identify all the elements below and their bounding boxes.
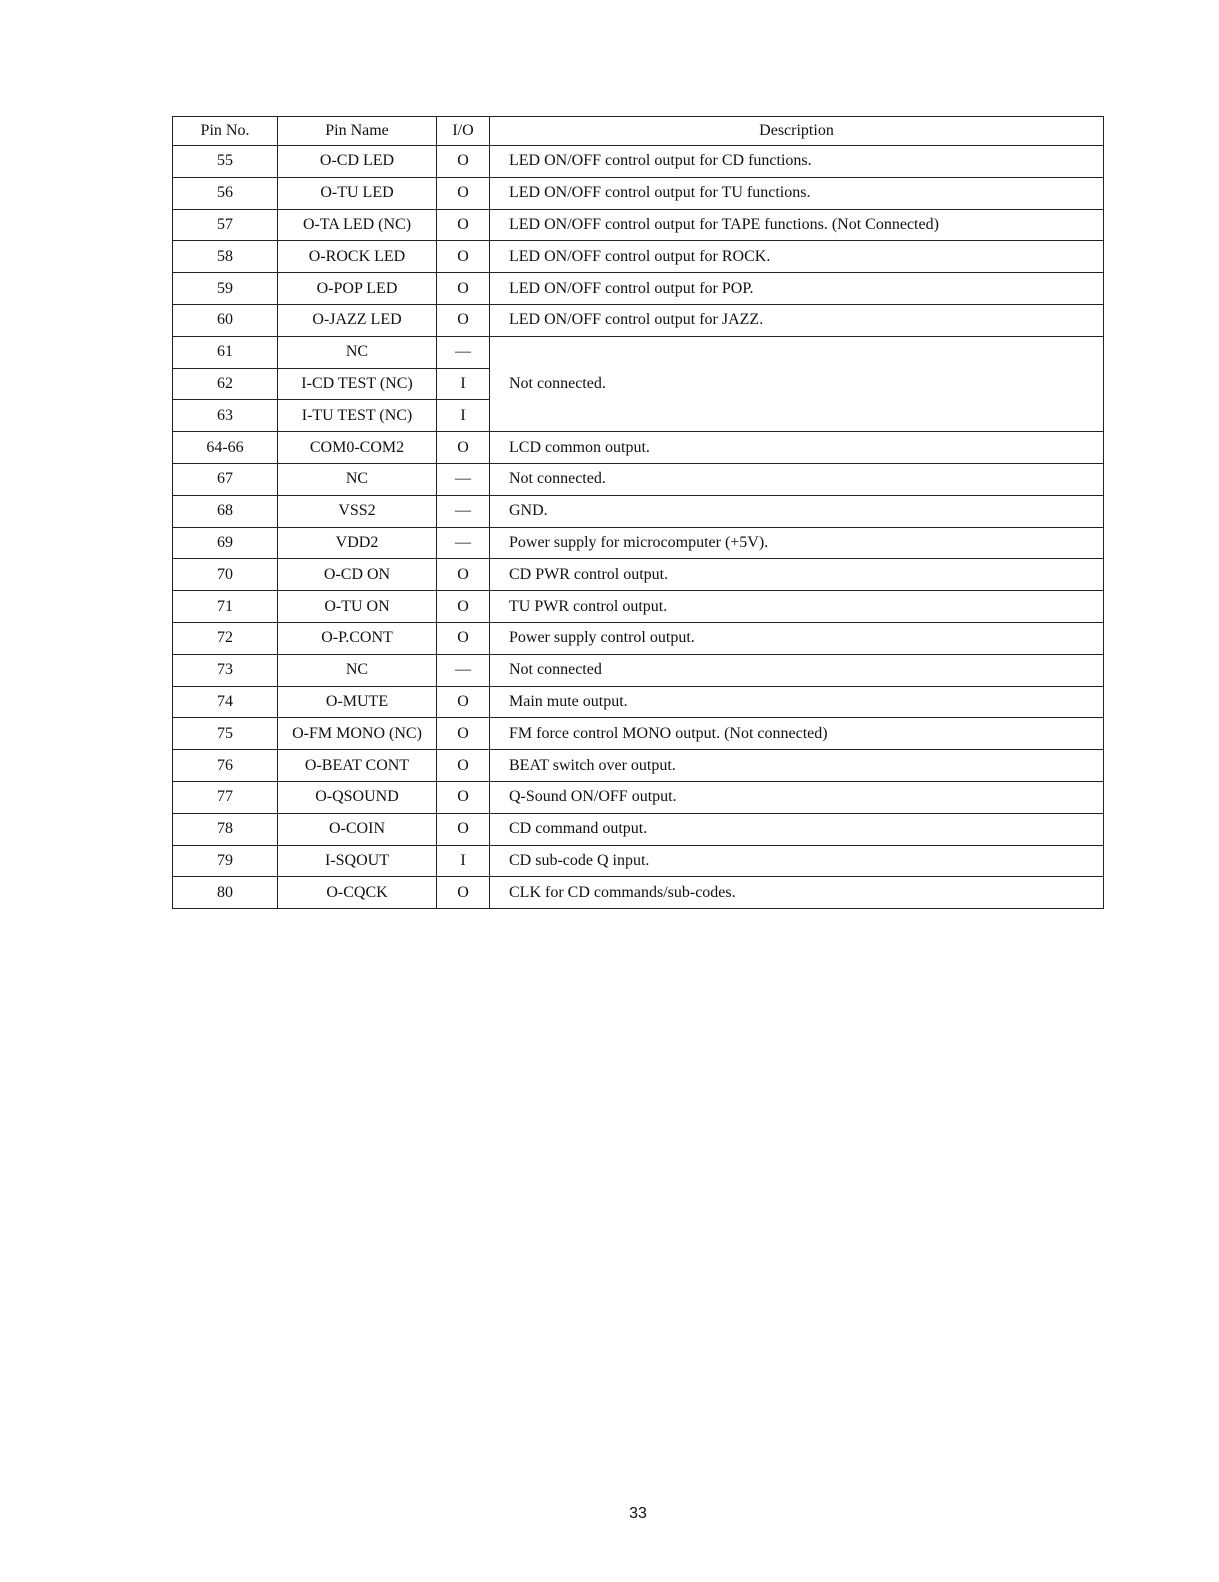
pin-name-cell: I-SQOUT: [278, 845, 437, 877]
io-cell: O: [437, 304, 490, 336]
description-cell: BEAT switch over output.: [490, 750, 1104, 782]
table-row: [173, 654, 1104, 686]
header-description: Description: [490, 117, 1104, 146]
pin-name-cell: NC: [278, 463, 437, 495]
io-cell: O: [437, 813, 490, 845]
io-cell: I: [437, 400, 490, 432]
description-cell: LED ON/OFF control output for JAZZ.: [490, 304, 1104, 336]
pin-no-cell: 70: [173, 559, 278, 591]
description-cell: Not connected: [490, 654, 1104, 686]
io-cell: —: [437, 463, 490, 495]
pin-no-cell: 62: [173, 368, 278, 400]
description-cell: GND.: [490, 495, 1104, 527]
pin-name-cell: O-FM MONO (NC): [278, 718, 437, 750]
io-cell: O: [437, 781, 490, 813]
page-number: 33: [629, 1505, 647, 1522]
io-cell: O: [437, 209, 490, 241]
table-row: [173, 527, 1104, 559]
table-row: [173, 781, 1104, 813]
table-body: [173, 146, 1104, 909]
pin-name-cell: O-BEAT CONT: [278, 750, 437, 782]
pin-name-cell: VSS2: [278, 495, 437, 527]
table-row: [173, 177, 1104, 209]
pin-name-cell: O-TU LED: [278, 177, 437, 209]
table-row: [173, 686, 1104, 718]
pin-no-cell: 67: [173, 463, 278, 495]
io-cell: O: [437, 622, 490, 654]
description-cell: LED ON/OFF control output for TU functions.: [490, 177, 1104, 209]
description-cell: Power supply control output.: [490, 622, 1104, 654]
io-cell: O: [437, 146, 490, 178]
table-row: [173, 432, 1104, 464]
header-pin-no: Pin No.: [173, 117, 278, 146]
pin-no-cell: 59: [173, 273, 278, 305]
table-row: [173, 241, 1104, 273]
description-cell: TU PWR control output.: [490, 591, 1104, 623]
pin-no-cell: 57: [173, 209, 278, 241]
pin-name-cell: VDD2: [278, 527, 437, 559]
pin-no-cell: 79: [173, 845, 278, 877]
header-io: I/O: [437, 117, 490, 146]
io-cell: I: [437, 368, 490, 400]
description-cell: CD PWR control output.: [490, 559, 1104, 591]
io-cell: O: [437, 559, 490, 591]
pin-no-cell: 64-66: [173, 432, 278, 464]
pin-name-cell: O-ROCK LED: [278, 241, 437, 273]
pin-no-cell: 61: [173, 336, 278, 368]
table-row: [173, 750, 1104, 782]
table-row: [173, 304, 1104, 336]
pin-no-cell: 74: [173, 686, 278, 718]
pin-no-cell: 56: [173, 177, 278, 209]
pin-no-cell: 78: [173, 813, 278, 845]
pin-name-cell: O-CD LED: [278, 146, 437, 178]
description-cell: Not connected.: [490, 463, 1104, 495]
description-cell: Main mute output.: [490, 686, 1104, 718]
pin-description-table: [172, 116, 1104, 909]
pin-name-cell: O-TA LED (NC): [278, 209, 437, 241]
pin-no-cell: 60: [173, 304, 278, 336]
io-cell: —: [437, 527, 490, 559]
pin-name-cell: O-JAZZ LED: [278, 304, 437, 336]
io-cell: O: [437, 591, 490, 623]
table-row: [173, 559, 1104, 591]
table-row: [173, 495, 1104, 527]
description-cell: LED ON/OFF control output for TAPE functions. (Not Connected): [490, 209, 1104, 241]
pin-name-cell: I-CD TEST (NC): [278, 368, 437, 400]
pin-name-cell: NC: [278, 336, 437, 368]
pin-name-cell: O-MUTE: [278, 686, 437, 718]
pin-no-cell: 69: [173, 527, 278, 559]
description-cell: LED ON/OFF control output for POP.: [490, 273, 1104, 305]
io-cell: O: [437, 686, 490, 718]
pin-no-cell: 63: [173, 400, 278, 432]
description-cell: CD command output.: [490, 813, 1104, 845]
table-row: [173, 209, 1104, 241]
io-cell: —: [437, 654, 490, 686]
header-pin-name: Pin Name: [278, 117, 437, 146]
description-cell: LED ON/OFF control output for CD functions.: [490, 146, 1104, 178]
pin-name-cell: I-TU TEST (NC): [278, 400, 437, 432]
pin-name-cell: NC: [278, 654, 437, 686]
description-cell: LED ON/OFF control output for ROCK.: [490, 241, 1104, 273]
table-row: [173, 622, 1104, 654]
pin-name-cell: O-CD ON: [278, 559, 437, 591]
pin-no-cell: 80: [173, 877, 278, 909]
pin-no-cell: 75: [173, 718, 278, 750]
table-row: [173, 336, 1104, 368]
description-cell: Power supply for microcomputer (+5V).: [490, 527, 1104, 559]
io-cell: I: [437, 845, 490, 877]
pin-no-cell: 77: [173, 781, 278, 813]
pin-name-cell: O-P.CONT: [278, 622, 437, 654]
table-row: [173, 273, 1104, 305]
description-cell: LCD common output.: [490, 432, 1104, 464]
pin-name-cell: O-COIN: [278, 813, 437, 845]
pin-no-cell: 73: [173, 654, 278, 686]
pin-name-cell: O-QSOUND: [278, 781, 437, 813]
io-cell: O: [437, 273, 490, 305]
table-row: [173, 813, 1104, 845]
io-cell: —: [437, 336, 490, 368]
table-row: [173, 877, 1104, 909]
pin-name-cell: O-TU ON: [278, 591, 437, 623]
description-cell: Q-Sound ON/OFF output.: [490, 781, 1104, 813]
table-row: [173, 591, 1104, 623]
io-cell: O: [437, 432, 490, 464]
pin-name-cell: O-CQCK: [278, 877, 437, 909]
table-header-row: [173, 117, 1104, 146]
pin-no-cell: 68: [173, 495, 278, 527]
io-cell: O: [437, 177, 490, 209]
io-cell: O: [437, 877, 490, 909]
io-cell: O: [437, 718, 490, 750]
table-row: [173, 463, 1104, 495]
table-row: [173, 146, 1104, 178]
description-cell: CD sub-code Q input.: [490, 845, 1104, 877]
description-cell: Not connected.: [490, 336, 1104, 431]
pin-no-cell: 76: [173, 750, 278, 782]
table-row: [173, 718, 1104, 750]
pin-no-cell: 55: [173, 146, 278, 178]
io-cell: —: [437, 495, 490, 527]
io-cell: O: [437, 750, 490, 782]
description-cell: FM force control MONO output. (Not connected): [490, 718, 1104, 750]
io-cell: O: [437, 241, 490, 273]
description-cell: CLK for CD commands/sub-codes.: [490, 877, 1104, 909]
pin-name-cell: O-POP LED: [278, 273, 437, 305]
pin-no-cell: 71: [173, 591, 278, 623]
table-row: [173, 845, 1104, 877]
pin-no-cell: 58: [173, 241, 278, 273]
pin-no-cell: 72: [173, 622, 278, 654]
pin-name-cell: COM0-COM2: [278, 432, 437, 464]
